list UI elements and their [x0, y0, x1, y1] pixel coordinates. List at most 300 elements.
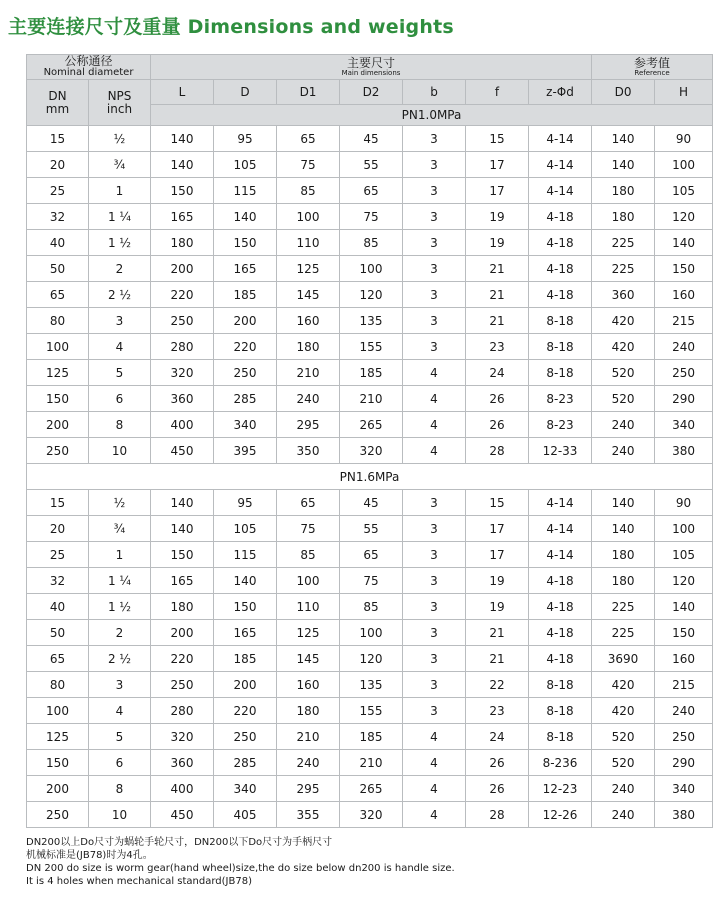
table-cell: 2	[89, 256, 151, 282]
table-cell: 19	[466, 230, 529, 256]
table-row	[27, 568, 713, 594]
table-cell: 110	[277, 230, 340, 256]
table-cell: 1 ½	[89, 594, 151, 620]
main-dimensions-cn: 主要尺寸	[347, 56, 396, 71]
table-cell: 3	[403, 542, 466, 568]
table-cell: 12-23	[529, 776, 592, 802]
table-row	[27, 412, 713, 438]
table-cell: 200	[214, 672, 277, 698]
table-cell: 3	[403, 230, 466, 256]
table-cell: ¾	[89, 516, 151, 542]
column-header-d1: D1	[277, 80, 340, 105]
table-row	[27, 516, 713, 542]
table-cell: 145	[277, 646, 340, 672]
table-cell: 140	[592, 152, 655, 178]
table-cell: 4-14	[529, 126, 592, 152]
table-cell: 210	[277, 360, 340, 386]
table-cell: 2 ½	[89, 646, 151, 672]
table-cell: 150	[27, 386, 89, 412]
table-cell: 8-23	[529, 386, 592, 412]
table-cell: 80	[27, 672, 89, 698]
note-line-4: It is 4 holes when mechanical standard(JB78)	[26, 876, 252, 887]
table-cell: 160	[655, 282, 713, 308]
table-cell: 450	[151, 438, 214, 464]
table-cell: 95	[214, 490, 277, 516]
table-cell: 340	[214, 412, 277, 438]
table-cell: 165	[151, 568, 214, 594]
table-cell: 320	[151, 724, 214, 750]
table-cell: 150	[27, 750, 89, 776]
table-cell: 405	[214, 802, 277, 828]
table-cell: 3	[403, 594, 466, 620]
table-cell: 185	[214, 282, 277, 308]
table-cell: 360	[151, 750, 214, 776]
table-cell: 520	[592, 724, 655, 750]
footnotes	[26, 836, 455, 888]
dn-unit: mm	[45, 101, 70, 116]
table-cell: 85	[340, 230, 403, 256]
table-cell: 4	[403, 802, 466, 828]
reference-cn: 参考值	[634, 56, 671, 71]
table-cell: 3	[403, 178, 466, 204]
table-cell: 26	[466, 776, 529, 802]
table-cell: 185	[340, 360, 403, 386]
table-cell: 420	[592, 698, 655, 724]
table-cell: 180	[151, 594, 214, 620]
table-cell: 26	[466, 412, 529, 438]
table-cell: 32	[27, 204, 89, 230]
table-cell: 45	[340, 490, 403, 516]
table-row	[27, 282, 713, 308]
table-row	[27, 594, 713, 620]
page-title: 主要连接尺寸及重量 Dimensions and weights	[8, 16, 454, 38]
table-cell: 4-14	[529, 152, 592, 178]
table-cell: 285	[214, 386, 277, 412]
table-cell: 100	[655, 152, 713, 178]
table-cell: 115	[214, 178, 277, 204]
table-cell: 21	[466, 308, 529, 334]
table-cell: 4-14	[529, 516, 592, 542]
table-cell: 17	[466, 542, 529, 568]
table-cell: 160	[277, 308, 340, 334]
table-cell: 135	[340, 672, 403, 698]
column-header-z-phi-d: z-Φd	[529, 80, 592, 105]
table-cell: 180	[592, 568, 655, 594]
table-cell: 110	[277, 594, 340, 620]
note-line-1: DN200以上Do尺寸为蜗轮手轮尺寸，DN200以下Do尺寸为手柄尺寸	[26, 837, 333, 848]
table-cell: 26	[466, 750, 529, 776]
table-cell: 4	[403, 386, 466, 412]
dn-label: DN	[48, 88, 67, 103]
table-cell: 125	[27, 724, 89, 750]
table-header	[27, 55, 713, 126]
table-cell: 360	[592, 282, 655, 308]
table-cell: 140	[151, 490, 214, 516]
table-cell: 140	[214, 204, 277, 230]
table-cell: 3	[89, 308, 151, 334]
table-cell: 21	[466, 282, 529, 308]
table-row	[27, 386, 713, 412]
table-cell: 4-14	[529, 490, 592, 516]
table-cell: 75	[340, 568, 403, 594]
table-cell: 15	[27, 490, 89, 516]
table-cell: 15	[27, 126, 89, 152]
dimensions-table	[26, 54, 713, 828]
table-cell: 240	[592, 802, 655, 828]
table-row	[27, 698, 713, 724]
table-cell: 3	[403, 516, 466, 542]
table-cell: 32	[27, 568, 89, 594]
table-cell: 85	[277, 542, 340, 568]
table-cell: 100	[27, 698, 89, 724]
table-cell: 4-18	[529, 646, 592, 672]
nominal-diameter-header	[27, 55, 151, 80]
table-cell: 285	[214, 750, 277, 776]
nps-label: NPS	[107, 88, 132, 103]
note-line-3: DN 200 do size is worm gear(hand wheel)size,the do size below dn200 is handle size.	[26, 863, 455, 874]
table-cell: 250	[151, 308, 214, 334]
table-cell: 125	[277, 620, 340, 646]
column-header-f: f	[466, 80, 529, 105]
reference-en: Reference	[634, 68, 670, 77]
table-cell: 21	[466, 646, 529, 672]
table-cell: 3	[403, 334, 466, 360]
table-cell: 105	[655, 542, 713, 568]
table-cell: 320	[340, 438, 403, 464]
table-cell: 4	[89, 698, 151, 724]
table-cell: 4	[403, 750, 466, 776]
table-cell: 165	[151, 204, 214, 230]
table-row	[27, 776, 713, 802]
table-cell: 28	[466, 438, 529, 464]
table-cell: 320	[340, 802, 403, 828]
table-cell: 100	[27, 334, 89, 360]
table-cell: 3	[403, 152, 466, 178]
table-cell: 240	[655, 698, 713, 724]
table-cell: 90	[655, 126, 713, 152]
table-cell: 8	[89, 776, 151, 802]
table-cell: 250	[214, 724, 277, 750]
table-cell: 210	[340, 750, 403, 776]
table-row	[27, 256, 713, 282]
table-cell: 180	[277, 698, 340, 724]
table-row	[27, 672, 713, 698]
table-cell: 150	[655, 620, 713, 646]
table-cell: 265	[340, 412, 403, 438]
table-cell: 290	[655, 386, 713, 412]
table-cell: 4-18	[529, 620, 592, 646]
table-cell: 21	[466, 256, 529, 282]
table-cell: 395	[214, 438, 277, 464]
table-cell: 220	[151, 282, 214, 308]
table-cell: 50	[27, 256, 89, 282]
table-cell: 1 ¼	[89, 568, 151, 594]
table-cell: 265	[340, 776, 403, 802]
table-cell: 100	[277, 568, 340, 594]
table-row	[27, 802, 713, 828]
table-cell: 105	[655, 178, 713, 204]
table-cell: 180	[277, 334, 340, 360]
table-cell: 25	[27, 542, 89, 568]
table-cell: 4	[403, 776, 466, 802]
table-row	[27, 152, 713, 178]
table-cell: 105	[214, 516, 277, 542]
table-cell: 520	[592, 750, 655, 776]
table-cell: 23	[466, 698, 529, 724]
nps-header	[89, 80, 151, 126]
table-cell: 8-18	[529, 672, 592, 698]
nominal-diameter-en: Nominal diameter	[43, 67, 134, 79]
table-cell: 12-26	[529, 802, 592, 828]
table-row	[27, 308, 713, 334]
table-cell: 3	[403, 568, 466, 594]
table-cell: 160	[655, 646, 713, 672]
table-cell: 4-14	[529, 542, 592, 568]
table-cell: 360	[151, 386, 214, 412]
table-cell: 3	[403, 698, 466, 724]
table-cell: 355	[277, 802, 340, 828]
table-cell: 1	[89, 542, 151, 568]
table-cell: 8-18	[529, 334, 592, 360]
column-header-d: D	[214, 80, 277, 105]
table-cell: 125	[27, 360, 89, 386]
table-cell: 8-18	[529, 308, 592, 334]
table-cell: 150	[214, 230, 277, 256]
table-cell: 200	[151, 256, 214, 282]
table-cell: 200	[27, 776, 89, 802]
table-cell: 225	[592, 594, 655, 620]
table-cell: 220	[214, 698, 277, 724]
table-cell: 160	[277, 672, 340, 698]
table-cell: 55	[340, 516, 403, 542]
table-cell: 380	[655, 802, 713, 828]
table-row	[27, 438, 713, 464]
table-cell: 3	[403, 646, 466, 672]
table-cell: 17	[466, 152, 529, 178]
table-cell: 240	[277, 386, 340, 412]
table-cell: 250	[151, 672, 214, 698]
table-cell: 65	[27, 646, 89, 672]
pressure-row	[27, 464, 713, 490]
column-header-b: b	[403, 80, 466, 105]
table-cell: 240	[592, 438, 655, 464]
table-cell: 21	[466, 620, 529, 646]
table-cell: 220	[151, 646, 214, 672]
main-dimensions-en: Main dimensions	[341, 68, 401, 77]
table-cell: 65	[27, 282, 89, 308]
table-cell: 240	[592, 776, 655, 802]
main-dimensions-header	[151, 55, 592, 80]
table-cell: 250	[27, 438, 89, 464]
table-cell: 3	[403, 126, 466, 152]
table-cell: 3	[403, 204, 466, 230]
table-cell: 240	[277, 750, 340, 776]
table-cell: 155	[340, 698, 403, 724]
table-cell: 6	[89, 386, 151, 412]
table-cell: 120	[340, 282, 403, 308]
table-cell: 140	[592, 516, 655, 542]
table-cell: 26	[466, 386, 529, 412]
table-cell: 4-18	[529, 594, 592, 620]
table-cell: 100	[340, 620, 403, 646]
table-cell: 180	[592, 542, 655, 568]
table-cell: 520	[592, 360, 655, 386]
table-cell: 65	[277, 126, 340, 152]
table-cell: 19	[466, 568, 529, 594]
table-cell: 3	[403, 620, 466, 646]
table-cell: 17	[466, 178, 529, 204]
note-line-2: 机械标准是(JB78)时为4孔。	[26, 850, 153, 861]
table-cell: ½	[89, 126, 151, 152]
table-cell: 280	[151, 698, 214, 724]
table-cell: 3	[403, 256, 466, 282]
table-cell: 380	[655, 438, 713, 464]
table-cell: 24	[466, 724, 529, 750]
table-cell: 6	[89, 750, 151, 776]
table-cell: 50	[27, 620, 89, 646]
table-cell: 400	[151, 776, 214, 802]
table-cell: 4-18	[529, 568, 592, 594]
column-header-d0: D0	[592, 80, 655, 105]
table-cell: 340	[655, 412, 713, 438]
table-cell: 115	[214, 542, 277, 568]
table-cell: 420	[592, 334, 655, 360]
table-cell: 22	[466, 672, 529, 698]
table-cell: 420	[592, 308, 655, 334]
table-cell: 140	[151, 126, 214, 152]
table-cell: 135	[340, 308, 403, 334]
table-cell: 2	[89, 620, 151, 646]
table-cell: 185	[340, 724, 403, 750]
table-cell: 20	[27, 516, 89, 542]
table-cell: 5	[89, 360, 151, 386]
table-cell: 150	[151, 542, 214, 568]
nps-unit: inch	[106, 101, 133, 116]
table-cell: 4-14	[529, 178, 592, 204]
table-cell: 420	[592, 672, 655, 698]
table-cell: 120	[655, 568, 713, 594]
table-cell: 180	[592, 178, 655, 204]
table-cell: ½	[89, 490, 151, 516]
table-cell: 100	[340, 256, 403, 282]
table-cell: 210	[340, 386, 403, 412]
table-row	[27, 178, 713, 204]
table-cell: 250	[655, 360, 713, 386]
table-cell: 4-18	[529, 256, 592, 282]
table-cell: ¾	[89, 152, 151, 178]
pn16-pressure-section	[27, 464, 713, 490]
table-row	[27, 126, 713, 152]
table-cell: 10	[89, 438, 151, 464]
table-cell: 3	[403, 308, 466, 334]
table-cell: 225	[592, 256, 655, 282]
table-cell: 1	[89, 178, 151, 204]
table-cell: 400	[151, 412, 214, 438]
table-cell: 140	[655, 230, 713, 256]
table-cell: 140	[151, 152, 214, 178]
table-cell: 28	[466, 802, 529, 828]
table-cell: 8-236	[529, 750, 592, 776]
table-cell: 85	[340, 594, 403, 620]
table-cell: 15	[466, 490, 529, 516]
table-cell: 295	[277, 776, 340, 802]
table-cell: 280	[151, 334, 214, 360]
column-header-l: L	[151, 80, 214, 105]
table-cell: 200	[27, 412, 89, 438]
table-row	[27, 490, 713, 516]
table-cell: 140	[655, 594, 713, 620]
nominal-diameter-cn: 公称通径	[64, 54, 113, 69]
table-cell: 40	[27, 594, 89, 620]
table-cell: 19	[466, 204, 529, 230]
table-cell: 3	[403, 672, 466, 698]
table-cell: 450	[151, 802, 214, 828]
table-cell: 125	[277, 256, 340, 282]
table-row	[27, 542, 713, 568]
table-cell: 200	[151, 620, 214, 646]
table-cell: 100	[655, 516, 713, 542]
table-cell: 340	[655, 776, 713, 802]
table-cell: 250	[27, 802, 89, 828]
table-cell: 4	[403, 724, 466, 750]
table-cell: 5	[89, 724, 151, 750]
table-cell: 65	[340, 542, 403, 568]
table-cell: 165	[214, 620, 277, 646]
table-cell: 295	[277, 412, 340, 438]
table-cell: 200	[214, 308, 277, 334]
pn16-section	[27, 490, 713, 828]
table-cell: 8-23	[529, 412, 592, 438]
table-cell: 140	[151, 516, 214, 542]
table-cell: 1 ½	[89, 230, 151, 256]
table-cell: 340	[214, 776, 277, 802]
table-cell: 4-18	[529, 204, 592, 230]
table-cell: 100	[277, 204, 340, 230]
table-cell: 105	[214, 152, 277, 178]
table-cell: 3	[89, 672, 151, 698]
table-cell: 225	[592, 620, 655, 646]
table-cell: 220	[214, 334, 277, 360]
table-cell: 19	[466, 594, 529, 620]
pressure-pn10-header: PN1.0MPa	[151, 105, 713, 126]
table-row	[27, 620, 713, 646]
table-cell: 140	[214, 568, 277, 594]
table-cell: 8-18	[529, 698, 592, 724]
table-cell: 150	[655, 256, 713, 282]
table-cell: 40	[27, 230, 89, 256]
table-cell: 8-18	[529, 724, 592, 750]
table-cell: 350	[277, 438, 340, 464]
reference-header	[592, 55, 713, 80]
table-cell: 250	[214, 360, 277, 386]
table-cell: 180	[592, 204, 655, 230]
column-header-d2: D2	[340, 80, 403, 105]
table-cell: 4	[89, 334, 151, 360]
pressure-pn16-label: PN1.6MPa	[27, 464, 713, 490]
table-cell: 90	[655, 490, 713, 516]
table-cell: 320	[151, 360, 214, 386]
table-row	[27, 646, 713, 672]
table-cell: 75	[277, 152, 340, 178]
table-cell: 290	[655, 750, 713, 776]
table-cell: 4	[403, 438, 466, 464]
table-cell: 55	[340, 152, 403, 178]
table-cell: 150	[214, 594, 277, 620]
table-cell: 17	[466, 516, 529, 542]
table-cell: 155	[340, 334, 403, 360]
table-cell: 3690	[592, 646, 655, 672]
table-cell: 95	[214, 126, 277, 152]
